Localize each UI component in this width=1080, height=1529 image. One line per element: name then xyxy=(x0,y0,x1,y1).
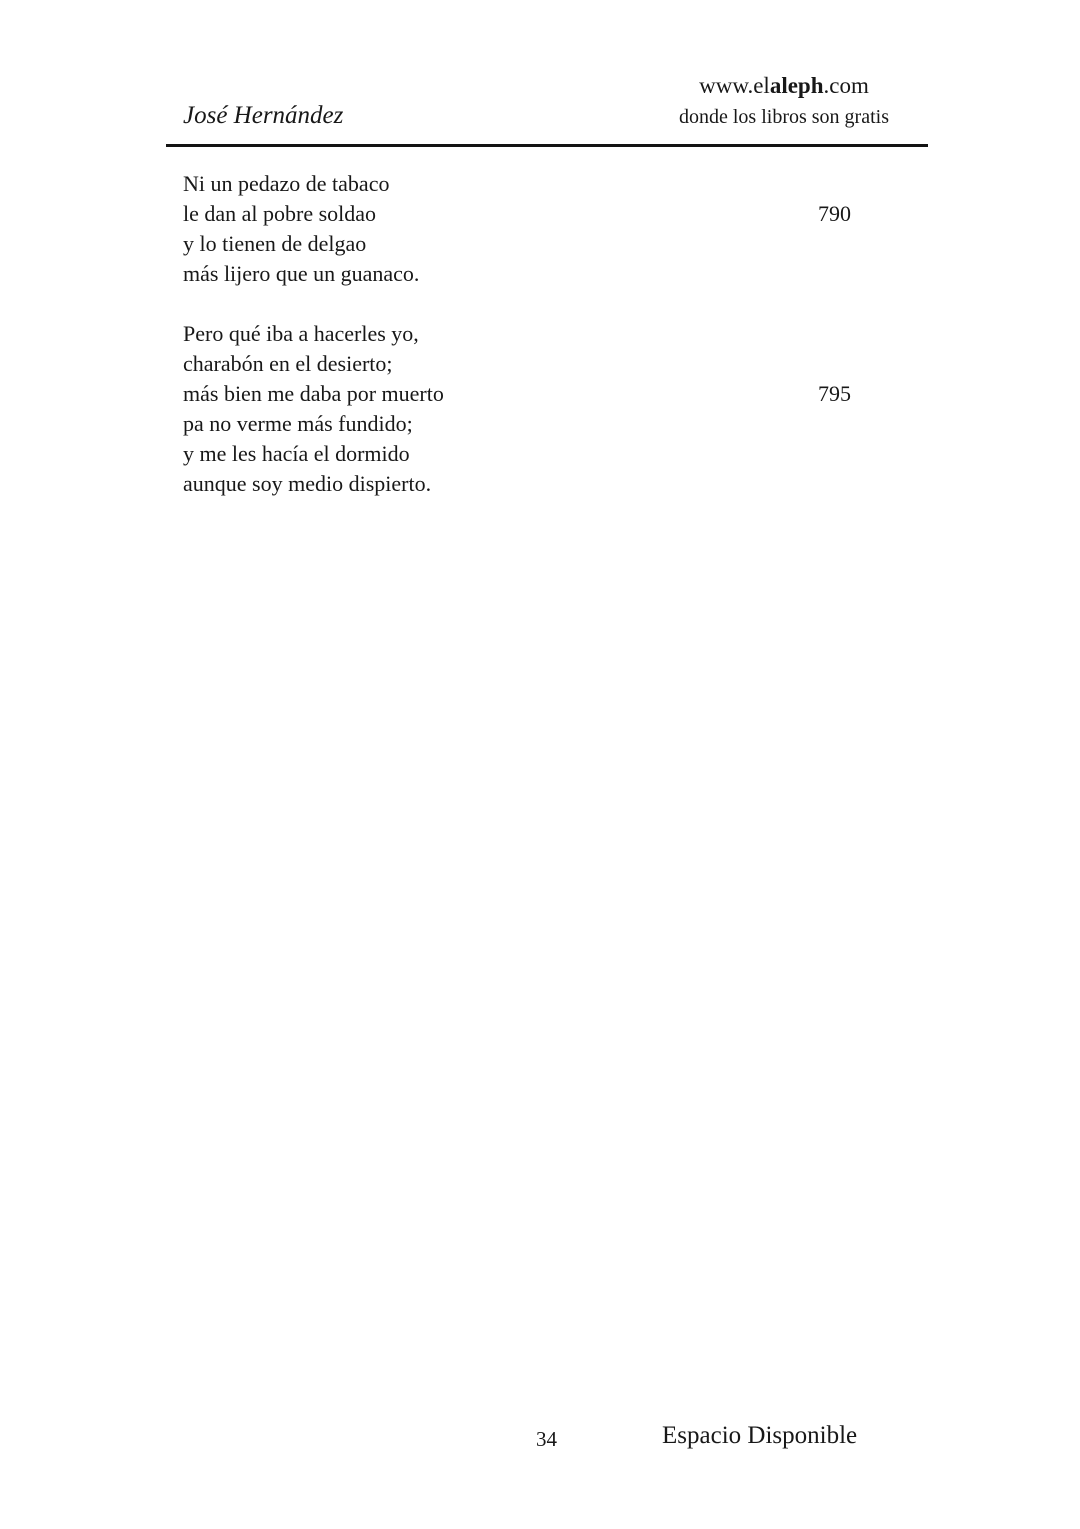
poem-line xyxy=(183,319,925,349)
site-url-prefix: www.el xyxy=(699,73,770,98)
verse-number: 795 xyxy=(818,381,851,406)
verse-text: más bien me daba por muerto xyxy=(183,381,444,406)
verse-text: y lo tienen de delgao xyxy=(183,231,367,256)
poem xyxy=(183,169,925,499)
stanza xyxy=(183,319,925,499)
verse-text: Pero qué iba a hacerles yo, xyxy=(183,321,419,346)
site-url xyxy=(618,72,950,100)
poem-line xyxy=(183,229,925,259)
header-rule xyxy=(166,144,928,147)
page-number: 34 xyxy=(536,1427,557,1451)
poem-line xyxy=(183,379,925,409)
poem-line xyxy=(183,409,925,439)
verse-text: Ni un pedazo de tabaco xyxy=(183,171,390,196)
verse-number: 790 xyxy=(818,201,851,226)
poem-line xyxy=(183,469,925,499)
author-name: José Hernández xyxy=(183,102,344,129)
site-header xyxy=(618,72,950,130)
verse-text: aunque soy medio dispierto. xyxy=(183,471,432,496)
verse-text: y me les hacía el dormido xyxy=(183,441,410,466)
poem-line xyxy=(183,439,925,469)
poem-line xyxy=(183,199,925,229)
footer-note: Espacio Disponible xyxy=(662,1422,858,1449)
poem-line xyxy=(183,259,925,289)
poem-line xyxy=(183,169,925,199)
site-tagline: donde los libros son gratis xyxy=(679,106,889,128)
verse-text: le dan al pobre soldao xyxy=(183,201,377,226)
verse-text: pa no verme más fundido; xyxy=(183,411,413,436)
site-url-suffix: .com xyxy=(823,73,869,98)
verse-text: más lijero que un guanaco. xyxy=(183,261,420,286)
poem-line xyxy=(183,349,925,379)
site-url-brand: aleph xyxy=(769,73,824,98)
stanza xyxy=(183,169,925,289)
verse-text: charabón en el desierto; xyxy=(183,351,393,376)
